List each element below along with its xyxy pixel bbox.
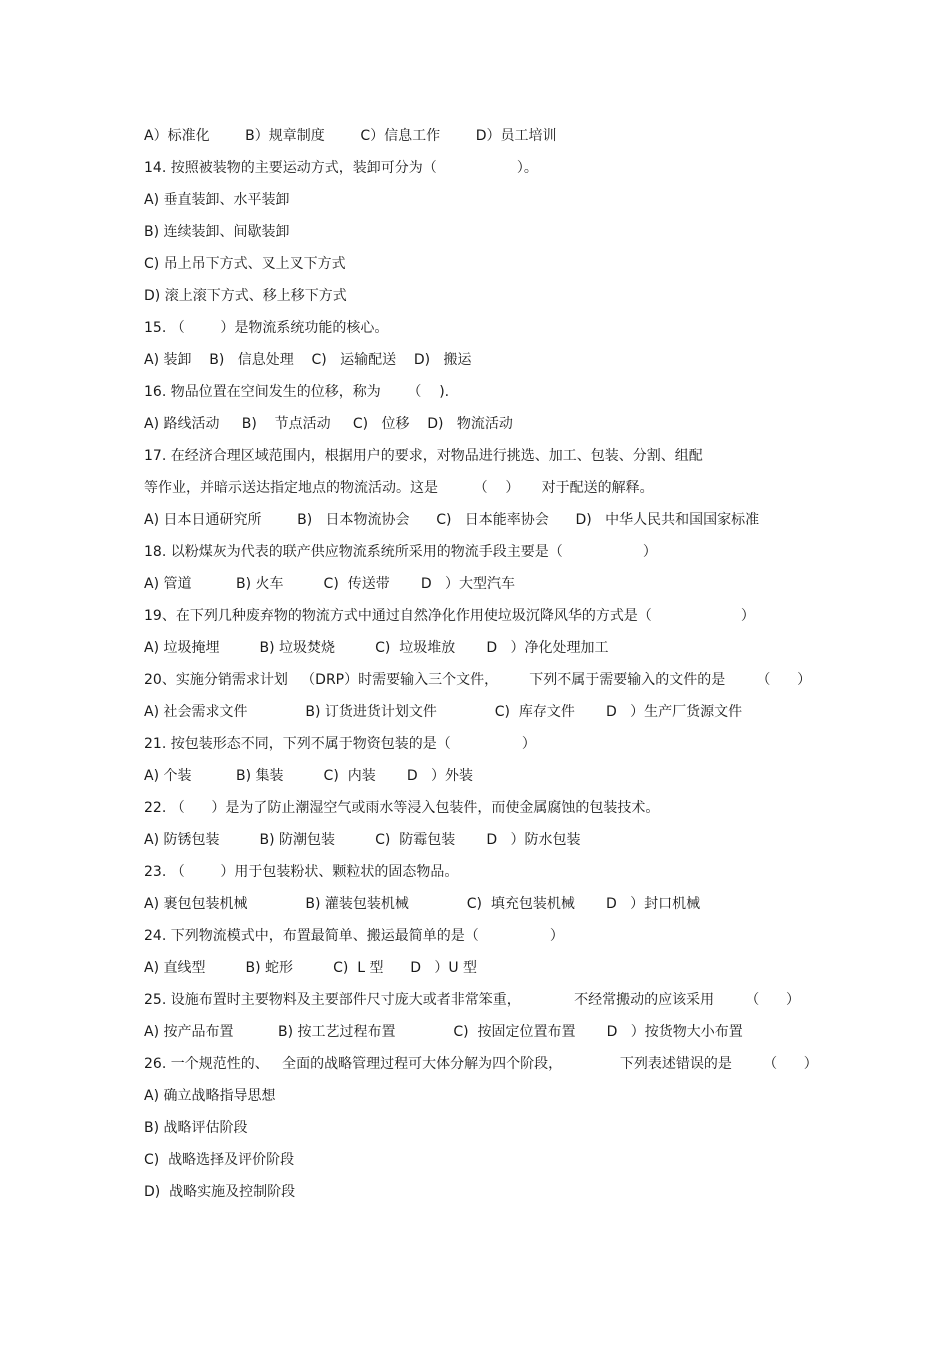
question-14: 14. 按照被装物的主要运动方式，装卸可分为（ ）。 xyxy=(144,160,538,176)
option-line-26d: D) 战略实施及控制阶段 xyxy=(144,1184,296,1200)
question-17-part1: 17. 在经济合理区域范围内，根据用户的要求，对物品进行挑选、加工、包装、分割、组配 xyxy=(144,448,703,464)
option-line-26b: B) 战略评估阶段 xyxy=(144,1120,248,1136)
option-line-15: A) 装卸 B) 信息处理 C) 运输配送 D) 搬运 xyxy=(144,352,472,368)
option-line-25: A) 按产品布置 B) 按工艺过程布置 C) 按固定位置布置 D ）按货物大小布置 xyxy=(144,1024,743,1040)
option-line-18: A) 管道 B) 火车 C) 传送带 D ）大型汽车 xyxy=(144,576,515,592)
option-line-17: A) 日本日通研究所 B) 日本物流协会 C) 日本能率协会 D) 中华人民共和国国家标准 xyxy=(144,512,760,528)
question-26: 26. 一个规范性的、 全面的战略管理过程可大体分解为四个阶段， 下列表述错误的是 （ ） xyxy=(144,1056,818,1072)
option-line-22: A) 防锈包装 B) 防潮包装 C) 防霉包装 D ）防水包装 xyxy=(144,832,581,848)
question-22: 22. （ ）是为了防止潮湿空气或雨水等浸入包装件，而使金属腐蚀的包装技术。 xyxy=(144,800,660,816)
option-line-14d: D) 滚上滚下方式、移上移下方式 xyxy=(144,288,347,304)
option-line-14c: C) 吊上吊下方式、叉上叉下方式 xyxy=(144,256,346,272)
question-17-part2: 等作业，并暗示送达指定地点的物流活动。这是 （ ） 对于配送的解释。 xyxy=(144,480,654,496)
question-21: 21. 按包装形态不同，下列不属于物资包装的是（ ） xyxy=(144,736,536,752)
option-line-13: A）标准化 B）规章制度 C）信息工作 D）员工培训 xyxy=(144,128,557,144)
question-15: 15. （ ）是物流系统功能的核心。 xyxy=(144,320,389,336)
question-25: 25. 设施布置时主要物料及主要部件尺寸庞大或者非常笨重， 不经常搬动的应该采用 （ ） xyxy=(144,992,800,1008)
question-24: 24. 下列物流模式中，布置最简单、搬运最简单的是（ ） xyxy=(144,928,564,944)
option-line-14b: B) 连续装卸、间歇装卸 xyxy=(144,224,290,240)
question-18: 18. 以粉煤灰为代表的联产供应物流系统所采用的物流手段主要是（ ） xyxy=(144,544,657,560)
option-line-16: A) 路线活动 B) 节点活动 C) 位移 D) 物流活动 xyxy=(144,416,513,432)
option-line-23: A) 裹包包装机械 B) 灌装包装机械 C) 填充包装机械 D ）封口机械 xyxy=(144,896,701,912)
option-line-20: A) 社会需求文件 B) 订货进货计划文件 C) 库存文件 D ）生产厂货源文件 xyxy=(144,704,743,720)
option-line-21: A) 个装 B) 集装 C) 内装 D ）外装 xyxy=(144,768,473,784)
question-16: 16. 物品位置在空间发生的位移，称为 （ ). xyxy=(144,384,450,400)
option-line-26a: A) 确立战略指导思想 xyxy=(144,1088,276,1104)
option-line-19: A) 垃圾掩埋 B) 垃圾焚烧 C) 垃圾堆放 D ）净化处理加工 xyxy=(144,640,609,656)
question-23: 23. （ ）用于包装粉状、颗粒状的固态物品。 xyxy=(144,864,459,880)
question-19: 19、在下列几种废弃物的物流方式中通过自然净化作用使垃圾沉降风华的方式是（ ） xyxy=(144,608,755,624)
option-line-24: A) 直线型 B) 蛇形 C) L 型 D ）U 型 xyxy=(144,960,478,976)
option-line-14a: A) 垂直装卸、水平装卸 xyxy=(144,192,290,208)
question-20: 20、实施分销需求计划 （DRP）时需要输入三个文件， 下列不属于需要输入的文件的是 （ ） xyxy=(144,672,812,688)
option-line-26c: C) 战略选择及评价阶段 xyxy=(144,1152,295,1168)
